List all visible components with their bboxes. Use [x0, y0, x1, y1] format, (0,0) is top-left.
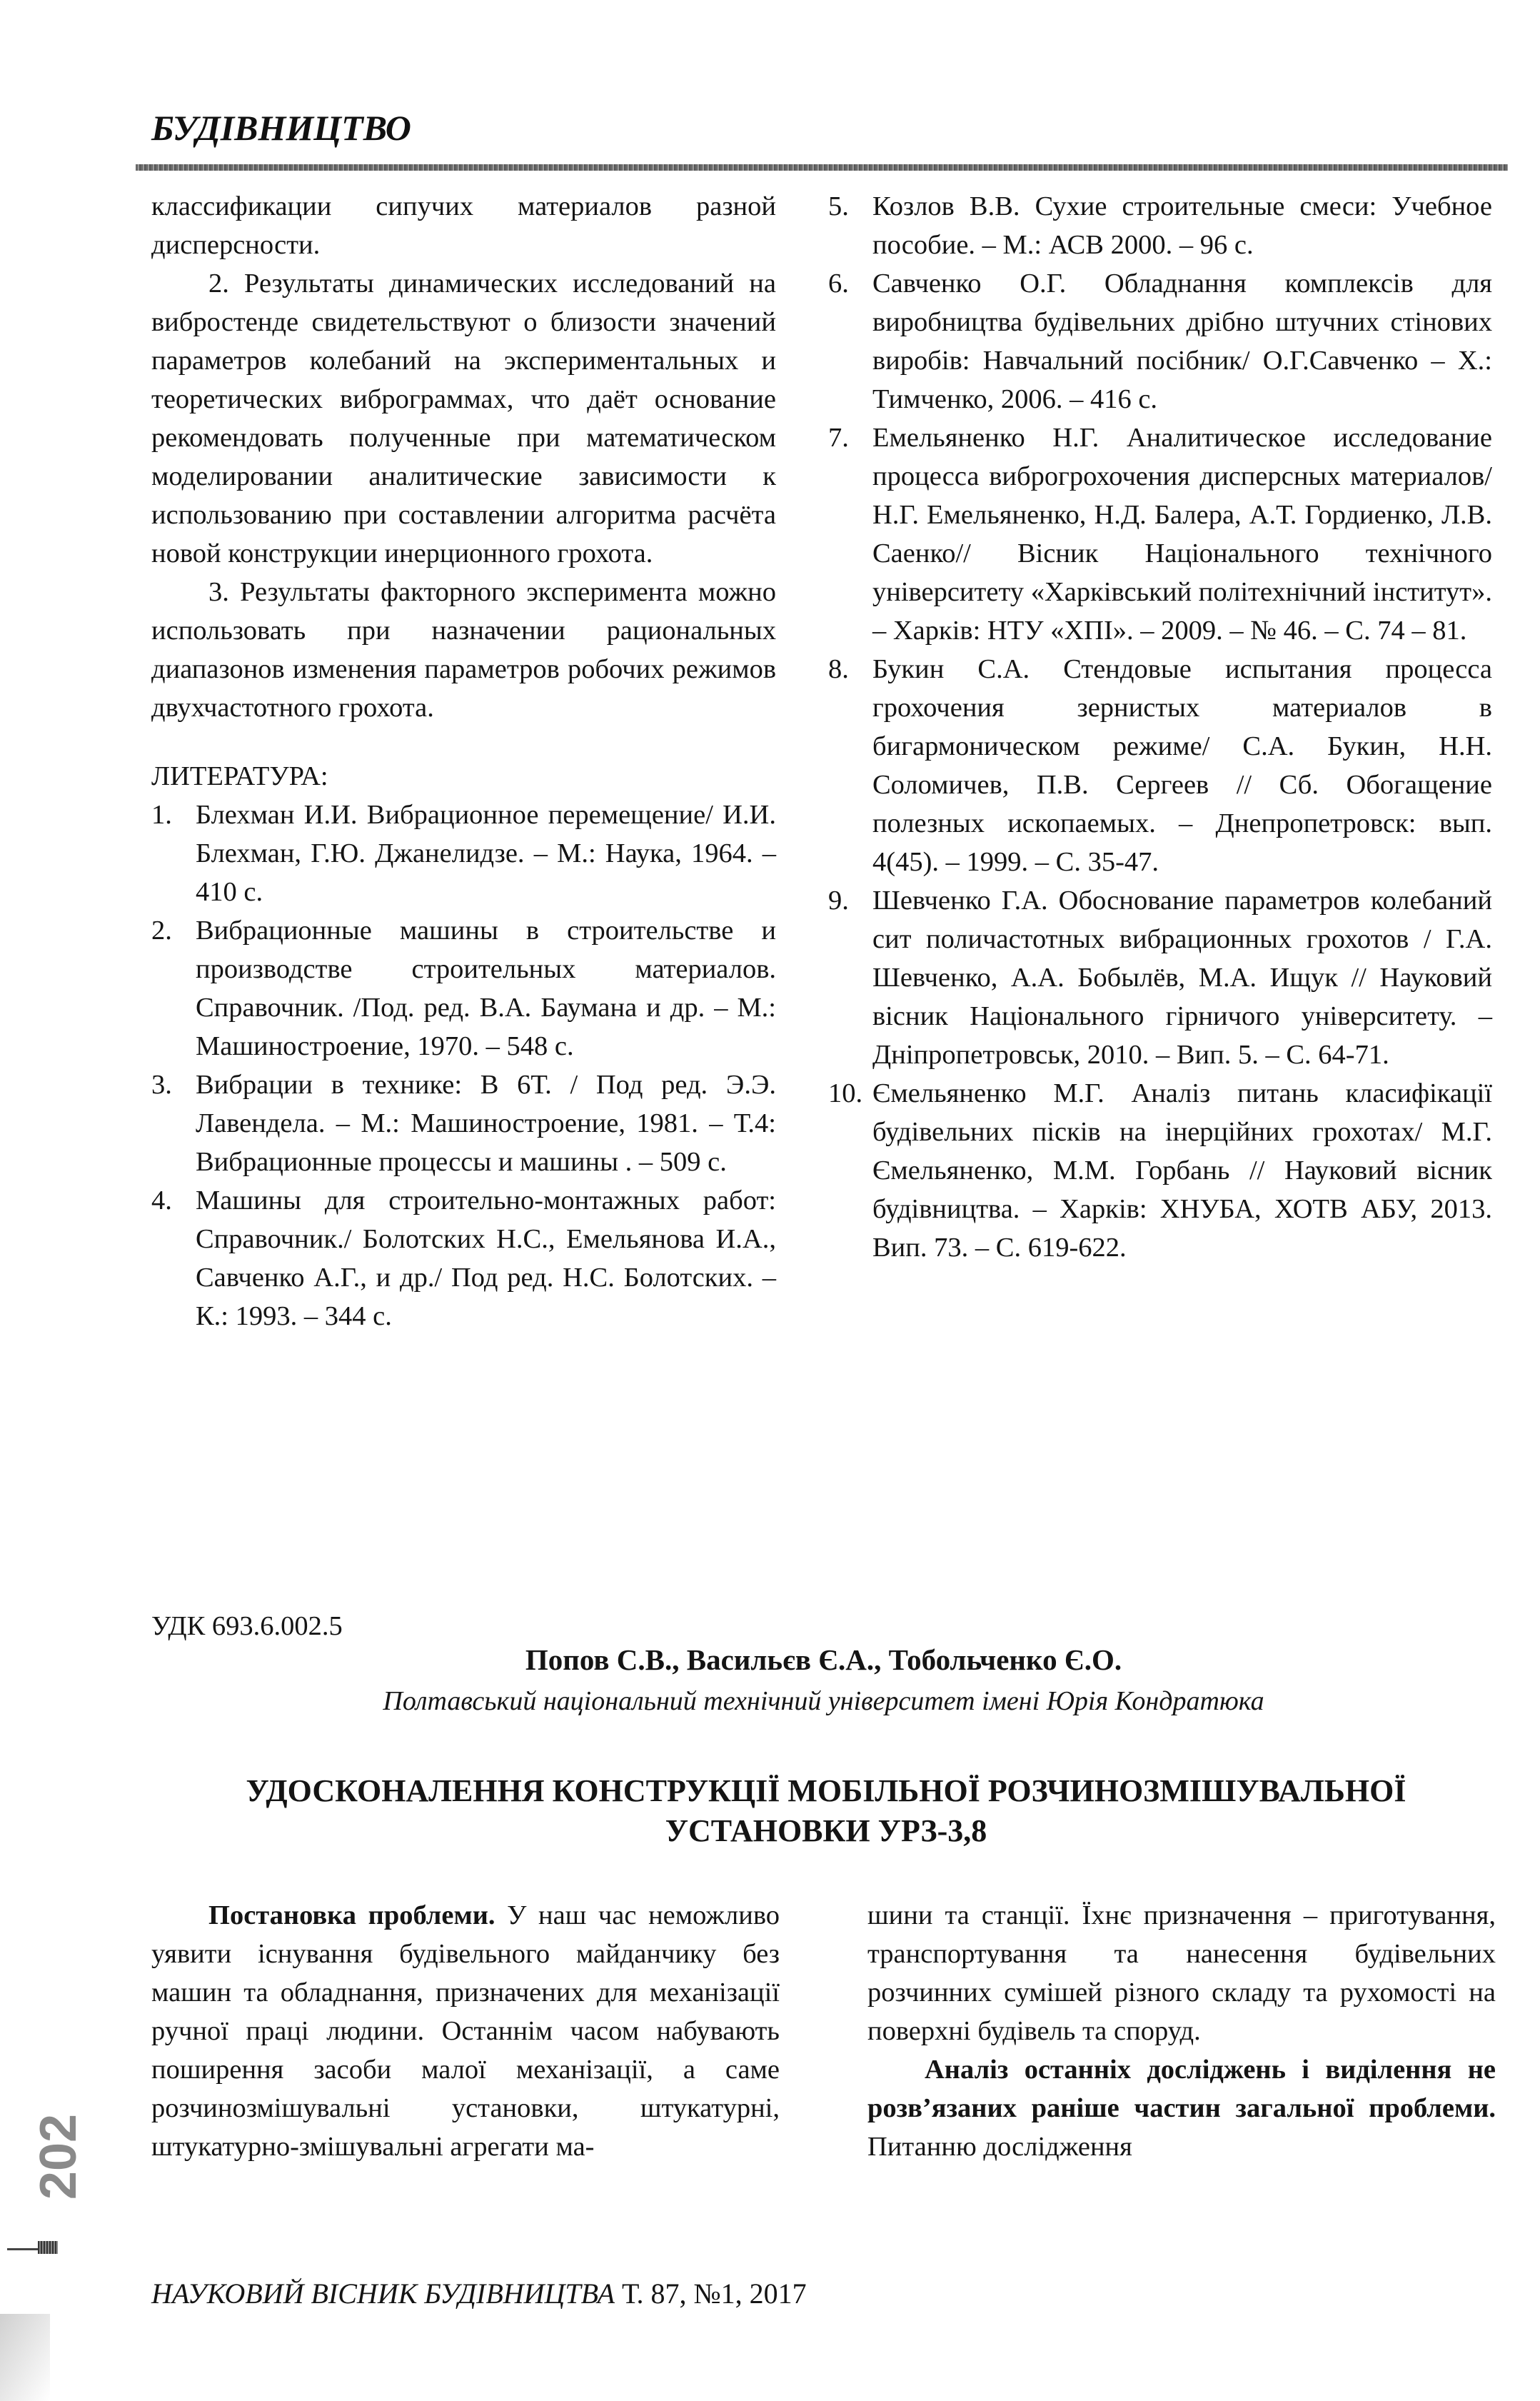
- header-rule: [136, 164, 1508, 171]
- literature-heading: ЛИТЕРАТУРА:: [151, 761, 328, 791]
- journal-issue: Т. 87, №1, 2017: [615, 2277, 807, 2310]
- reference-item: [828, 650, 1492, 881]
- conclusion-3: 3. Результаты факторного эксперимента можно использовать при назначении рациональных диапазонов изменения параметров робочих режимов двухчастотного грохота.: [151, 577, 776, 723]
- reference-text: Козлов В.В. Сухие строительные смеси: Учебное пособие. – М.: АСВ 2000. – 96 с.: [872, 191, 1492, 260]
- reference-item: [828, 881, 1492, 1074]
- reference-text: Блехман И.И. Вибрационное перемещение/ И.И. Блехман, Г.Ю. Джанелидзе. – М.: Наука, 1964. – 410 с.: [196, 800, 776, 907]
- reference-text: Букин С.А. Стендовые испытания процесса грохочения зернистых материалов в бигармоническом режиме/ С.А. Букин, Н.Н. Соломичев, П.В. Сергеев // Сб. Обогащение полезных ископаемых. – Днепропетровск: вып. 4(45). – 1999. – С. 35-47.: [872, 654, 1492, 877]
- reference-number: 2.: [151, 916, 172, 946]
- problem-statement-paragraph: [151, 1896, 780, 2166]
- reference-number: 3.: [151, 1070, 172, 1100]
- reference-number: 10.: [828, 1078, 863, 1108]
- reference-text: Савченко О.Г. Обладнання комплексів для виробництва будівельних дрібно штучних стінових виробів: Навчальний посібник/ О.Г.Савченко – Х.: Тимченко, 2006. – 416 с.: [872, 269, 1492, 414]
- right-column: [828, 187, 1492, 1267]
- journal-name: НАУКОВИЙ ВІСНИК БУДІВНИЦТВА: [151, 2277, 615, 2310]
- reference-number: 8.: [828, 654, 849, 684]
- reference-text: Шевченко Г.А. Обоснование параметров колебаний сит поличастотных вибрационных грохотов / Г.А. Шевченко, А.А. Бобылёв, М.А. Ищук // Науковий вісник Національного гірничого університету. – Дніпропетровськ, 2010. – Вип. 5. – С. 64-71.: [872, 886, 1492, 1070]
- reference-item: [151, 1181, 776, 1335]
- problem-statement-text: У наш час неможливо уявити існування будівельного майданчику без машин та обладнання, призначених для механізації ручної праці людини. Останнім часом набувають поширення засоби малої механізації, а саме розчинозмішувальні установки, штукатурні, штукатурно-змішувальні агрегати ма-: [151, 1900, 780, 2162]
- reference-number: 5.: [828, 191, 849, 221]
- reference-text: Емельяненко Н.Г. Аналитическое исследование процесса виброгрохочения дисперсных материалов/ Н.Г. Емельяненко, Н.Д. Балера, А.Т. Гордиенко, Л.В. Саенко// Вісник Національного технічного університету «Харківський політехнічний інститут». – Харків: НТУ «ХПІ». – 2009. – № 46. – С. 74 – 81.: [872, 423, 1492, 646]
- udc-code: УДК 693.6.002.5: [151, 1611, 343, 1641]
- article-authors: Попов С.В., Васильєв Є.А., Тобольченко Є.О.: [525, 1643, 1122, 1676]
- reference-number: 1.: [151, 800, 172, 830]
- reference-item: [151, 1066, 776, 1181]
- article-title-line-1: УДОСКОНАЛЕННЯ КОНСТРУКЦІЇ МОБІЛЬНОЇ РОЗЧИНОЗМІШУВАЛЬНОЇ: [246, 1773, 1406, 1808]
- body-left-column: [151, 1896, 780, 2166]
- reference-list-left: [151, 796, 776, 1335]
- scan-shadow: [0, 2314, 50, 2401]
- left-column: [151, 187, 776, 1335]
- page-number: 202: [30, 2113, 87, 2200]
- reference-item: [828, 187, 1492, 264]
- analysis-text: Питанню дослідження: [867, 2132, 1132, 2162]
- reference-text: Машины для строительно-монтажных работ: Справочник./ Болотских Н.С., Емельянова И.А., Савченко А.Г., и др./ Под ред. Н.С. Болотских. – К.: 1993. – 344 с.: [196, 1186, 776, 1331]
- journal-footer: [151, 2277, 807, 2310]
- reference-text: Вибрационные машины в строительстве и производстве строительных материалов. Справочник. /Под. ред. В.А. Баумана и др. – М.: Машиностроение, 1970. – 548 с.: [196, 916, 776, 1061]
- problem-statement-continuation: шини та станції. Їхнє призначення – приготування, транспортування та нанесення будівельних розчинних сумішей різного складу та рухомості на поверхні будівель та споруд.: [867, 1900, 1496, 2046]
- conclusion-continuation: классификации сипучих материалов разной дисперсности.: [151, 191, 776, 260]
- article-title-line-2: УСТАНОВКИ УРЗ-3,8: [665, 1813, 987, 1848]
- section-title: БУДІВНИЦТВО: [151, 108, 411, 148]
- reference-item: [828, 418, 1492, 650]
- reference-item: [151, 911, 776, 1066]
- reference-text: Ємельяненко М.Г. Аналіз питань класифікації будівельних пісків на інерційних грохотах/ М.Г. Ємельяненко, М.М. Горбань // Науковий вісник будівництва. – Харків: ХНУБА, ХОТВ АБУ, 2013. Вип. 73. – С. 619-622.: [872, 1078, 1492, 1263]
- reference-list-right: [828, 187, 1492, 1267]
- problem-statement-heading: Постановка проблеми.: [208, 1900, 495, 1930]
- analysis-paragraph: [867, 2050, 1496, 2166]
- reference-text: Вибрации в технике: В 6Т. / Под ред. Э.Э. Лавендела. – М.: Машиностроение, 1981. – Т.4: Вибрационные процессы и машины . – 509 с.: [196, 1070, 776, 1177]
- body-right-column: [867, 1896, 1496, 2166]
- reference-item: [828, 1074, 1492, 1267]
- page-marker-block: [38, 2241, 58, 2254]
- reference-number: 4.: [151, 1186, 172, 1215]
- reference-item: [151, 796, 776, 911]
- author-affiliation: Полтавський національний технічний університет імені Юрія Кондратюка: [383, 1686, 1264, 1716]
- reference-item: [828, 264, 1492, 418]
- reference-number: 7.: [828, 423, 849, 453]
- reference-number: 6.: [828, 269, 849, 299]
- analysis-heading: Аналіз останніх досліджень і виділення не розв’язаних раніше частин загальної проблеми.: [867, 2055, 1496, 2123]
- article-title: [151, 1771, 1501, 1851]
- page-marker-line: [7, 2248, 39, 2250]
- conclusion-2: 2. Результаты динамических исследований на вибростенде свидетельствуют о близости значений параметров колебаний на экспериментальных и теоретических виброграммах, что даёт основание рекомендовать полученные при математическом моделировании аналитические зависимости к использованию при составлении алгоритма расчёта новой конструкции инерционного грохота.: [151, 269, 776, 568]
- reference-number: 9.: [828, 886, 849, 916]
